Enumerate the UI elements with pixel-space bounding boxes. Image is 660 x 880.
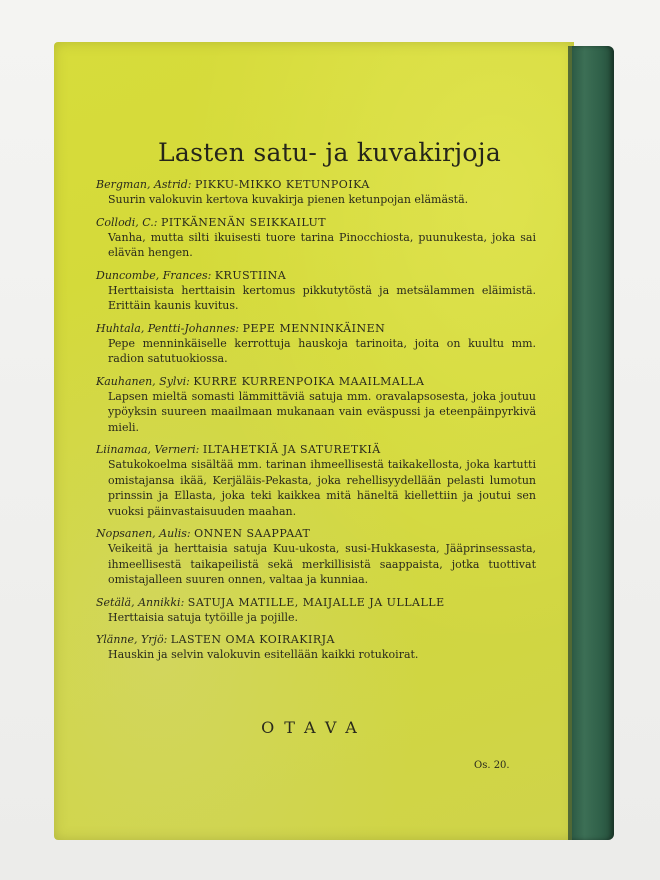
entry-title: PITKÄNENÄN SEIKKAILUT xyxy=(160,215,327,229)
entry-title: KURRE KURRENPOIKA MAAILMALLA xyxy=(193,374,425,388)
entry-description: Herttaisia satuja tytöille ja pojille. xyxy=(108,610,299,624)
entry-author: Kauhanen, Sylvi: xyxy=(96,374,190,388)
entry-author: Setälä, Annikki: xyxy=(96,595,185,609)
entry-title: PEPE MENNINKÄINEN xyxy=(242,321,386,335)
book-spine xyxy=(572,46,614,840)
entry-author: Nopsanen, Aulis: xyxy=(96,527,191,540)
book-back-cover xyxy=(54,42,614,842)
book-entry xyxy=(96,321,536,367)
price-code: Os. 20. xyxy=(474,760,510,771)
entry-author: Bergman, Astrid: xyxy=(96,178,192,191)
entry-title: ONNEN SAAPPAAT xyxy=(194,527,311,540)
entry-title: ILTAHETKIÄ JA SATURETKIÄ xyxy=(202,443,381,456)
entry-description: Herttaisista herttaisin kertomus pikkutytöstä ja metsälammen eläimistä. Erittäin kaunis kuvitus. xyxy=(108,283,536,312)
book-entry xyxy=(96,595,536,626)
entry-title: SATUJA MATILLE, MAIJALLE JA ULLALLE xyxy=(187,595,445,609)
entry-author: Ylänne, Yrjö: xyxy=(96,633,168,646)
cover-board xyxy=(54,42,574,840)
entry-title: KRUSTIINA xyxy=(214,268,287,282)
entry-author: Duncombe, Frances: xyxy=(96,268,212,282)
entry-description: Pepe menninkäiselle kerrottuja hauskoja tarinoita, joita on kuultu mm. radion satutuokiossa. xyxy=(108,336,536,365)
series-title: Lasten satu- ja kuvakirjoja xyxy=(158,138,502,167)
entry-author: Huhtala, Pentti-Johannes: xyxy=(96,321,240,335)
book-list xyxy=(96,138,536,670)
book-entry xyxy=(96,526,536,588)
entry-author: Liinamaa, Verneri: xyxy=(96,443,200,456)
book-entry xyxy=(96,268,536,314)
publisher-name: OTAVA xyxy=(261,718,367,737)
entry-description: Hauskin ja selvin valokuvin esitellään kaikki rotukoirat. xyxy=(108,648,419,661)
entry-title: LASTEN OMA KOIRAKIRJA xyxy=(170,633,335,646)
entry-description: Veikeitä ja herttaisia satuja Kuu-ukosta, susi-Hukkasesta, Jääprinsessasta, ihmeellisestä taikapeilistä sekä merkillisistä saappaista, jotka tuottivat omistajalleen suuren onnen, valtaa ja kunniaa. xyxy=(108,542,536,586)
book-entry xyxy=(96,374,536,436)
entry-description: Suurin valokuvin kertova kuvakirja pienen ketunpojan elämästä. xyxy=(108,193,469,206)
entry-description: Lapsen mieltä somasti lämmittäviä satuja mm. oravalapsosesta, joka joutuu ypöyksin suureen maailmaan mukanaan vain eväspussi ja eteenpäinpyrkivä mieli. xyxy=(108,389,536,434)
book-entry xyxy=(96,177,536,208)
book-entry xyxy=(96,632,536,663)
entry-author: Collodi, C.: xyxy=(96,215,158,229)
entry-title: PIKKU-MIKKO KETUNPOIKA xyxy=(195,178,370,191)
book-entry xyxy=(96,215,536,261)
entry-description: Satukokoelma sisältää mm. tarinan ihmeellisestä taikakellosta, joka kartutti omistajansa ikää, Kerjäläis-Pekasta, joka rehellisyydellään pelasti lumotun prinssin ja Ellasta, joka teki kaikkea mitä häneltä kiellettiin ja joutui sen vuoksi päinvastaisuuden maahan. xyxy=(108,458,536,518)
book-entry xyxy=(96,442,536,519)
entry-description: Vanha, mutta silti ikuisesti tuore tarina Pinocchiosta, puunukesta, joka sai elävän hengen. xyxy=(108,230,536,259)
